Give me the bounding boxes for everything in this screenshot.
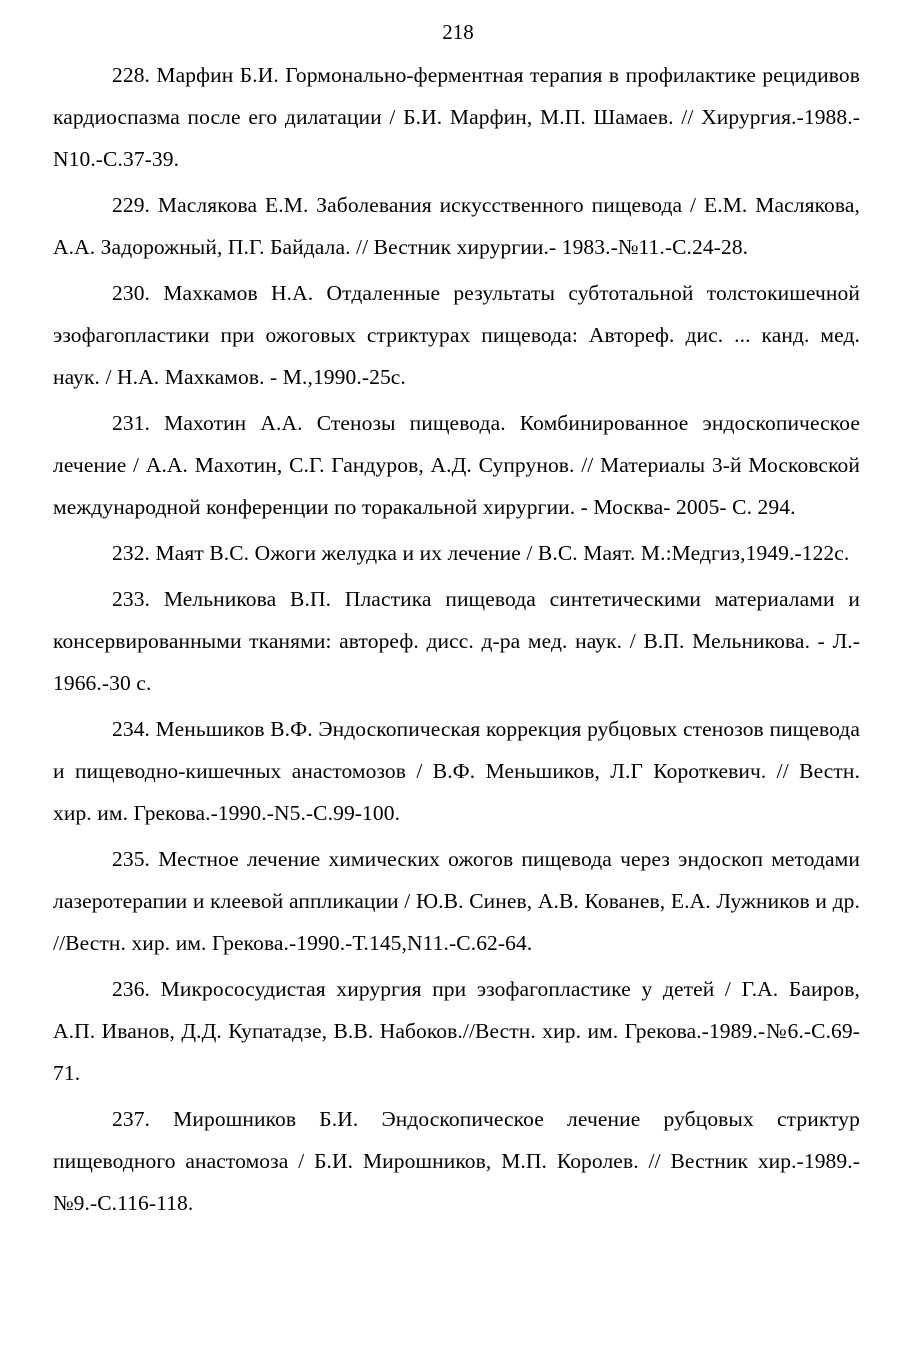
reference-item: 235. Местное лечение химических ожогов пищевода через эндоскоп методами лазеротерапии и клеевой аппликации / Ю.В. Синев, А.В. Кованев, Е.А. Лужников и др. //Вестн. хир. им. Грекова.-1990.-Т.145,N11.-С.62-64.: [53, 847, 860, 955]
reference-item: 231. Махотин А.А. Стенозы пищевода. Комбинированное эндоскопическое лечение / А.А. Махотин, С.Г. Гандуров, А.Д. Супрунов. // Материалы 3-й Московской международной конференции по торакальной хирургии. - Москва- 2005- С. 294.: [53, 411, 860, 519]
reference-item: 229. Маслякова Е.М. Заболевания искусственного пищевода / Е.М. Маслякова, А.А. Задорожный, П.Г. Байдала. // Вестник хирургии.- 1983.-№11.-С.24-28.: [53, 193, 860, 259]
reference-item: 234. Меньшиков В.Ф. Эндоскопическая коррекция рубцовых стенозов пищевода и пищеводно-кишечных анастомозов / В.Ф. Меньшиков, Л.Г Короткевич. // Вестн. хир. им. Грекова.-1990.-N5.-С.99-100.: [53, 717, 860, 825]
reference-item: 233. Мельникова В.П. Пластика пищевода синтетическими материалами и консервированными тканями: автореф. дисс. д-ра мед. наук. / В.П. Мельникова. - Л.- 1966.-30 с.: [53, 587, 860, 695]
reference-list: [53, 54, 860, 1228]
page-number: 218: [442, 20, 474, 44]
reference-item: 230. Махкамов Н.А. Отдаленные результаты субтотальной толстокишечной эзофагопластики при ожоговых стриктурах пищевода: Автореф. дис. ... канд. мед. наук. / Н.А. Махкамов. - М.,1990.-25с.: [53, 281, 860, 389]
reference-item: 232. Маят В.С. Ожоги желудка и их лечение / В.С. Маят. М.:Медгиз,1949.-122с.: [112, 541, 850, 565]
reference-item: 228. Марфин Б.И. Гормонально-ферментная терапия в профилактике рецидивов кардиоспазма после его дилатации / Б.И. Марфин, М.П. Шамаев. // Хирургия.-1988.-N10.-С.37-39.: [53, 63, 860, 171]
reference-item: 236. Микрососудистая хирургия при эзофагопластике у детей / Г.А. Баиров, А.П. Иванов, Д.Д. Купатадзе, В.В. Набоков.//Вестн. хир. им. Грекова.-1989.-№6.-С.69-71.: [53, 977, 860, 1085]
reference-item: 237. Мирошников Б.И. Эндоскопическое лечение рубцовых стриктур пищеводного анастомоза / Б.И. Мирошников, М.П. Королев. // Вестник хир.-1989.- №9.-С.116-118.: [53, 1107, 860, 1215]
